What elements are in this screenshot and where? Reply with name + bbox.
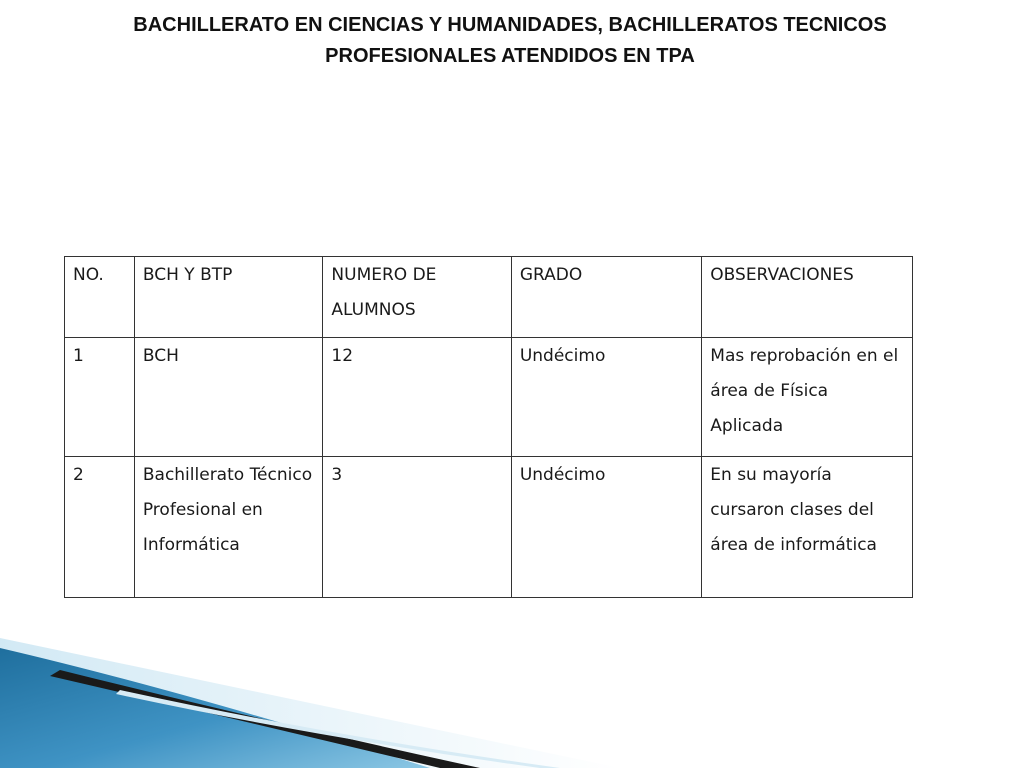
table-header-row	[65, 257, 913, 338]
table-row	[65, 457, 913, 598]
cell-grade: Undécimo	[511, 457, 701, 598]
students-table	[64, 256, 913, 598]
title-line-2: PROFESIONALES ATENDIDOS EN TPA	[325, 45, 695, 67]
header-grade: GRADO	[511, 257, 701, 338]
header-no: NO.	[65, 257, 135, 338]
header-students: NUMERO DE ALUMNOS	[323, 257, 511, 338]
cell-grade: Undécimo	[511, 338, 701, 457]
table-row	[65, 338, 913, 457]
title-line-1: BACHILLERATO EN CIENCIAS Y HUMANIDADES, BACHILLERATOS TECNICOS	[133, 14, 887, 36]
cell-observations: Mas reprobación en el área de Física Aplicada	[702, 338, 913, 457]
header-type: BCH Y BTP	[134, 257, 323, 338]
cell-type: Bachillerato Técnico Profesional en Informática	[134, 457, 323, 598]
slide-title	[60, 10, 960, 72]
cell-students: 12	[323, 338, 511, 457]
cell-no: 1	[65, 338, 135, 457]
cell-students: 3	[323, 457, 511, 598]
cell-observations: En su mayoría cursaron clases del área de informática	[702, 457, 913, 598]
header-observations: OBSERVACIONES	[702, 257, 913, 338]
decorative-swoosh	[0, 620, 1024, 768]
cell-type: BCH	[134, 338, 323, 457]
cell-no: 2	[65, 457, 135, 598]
